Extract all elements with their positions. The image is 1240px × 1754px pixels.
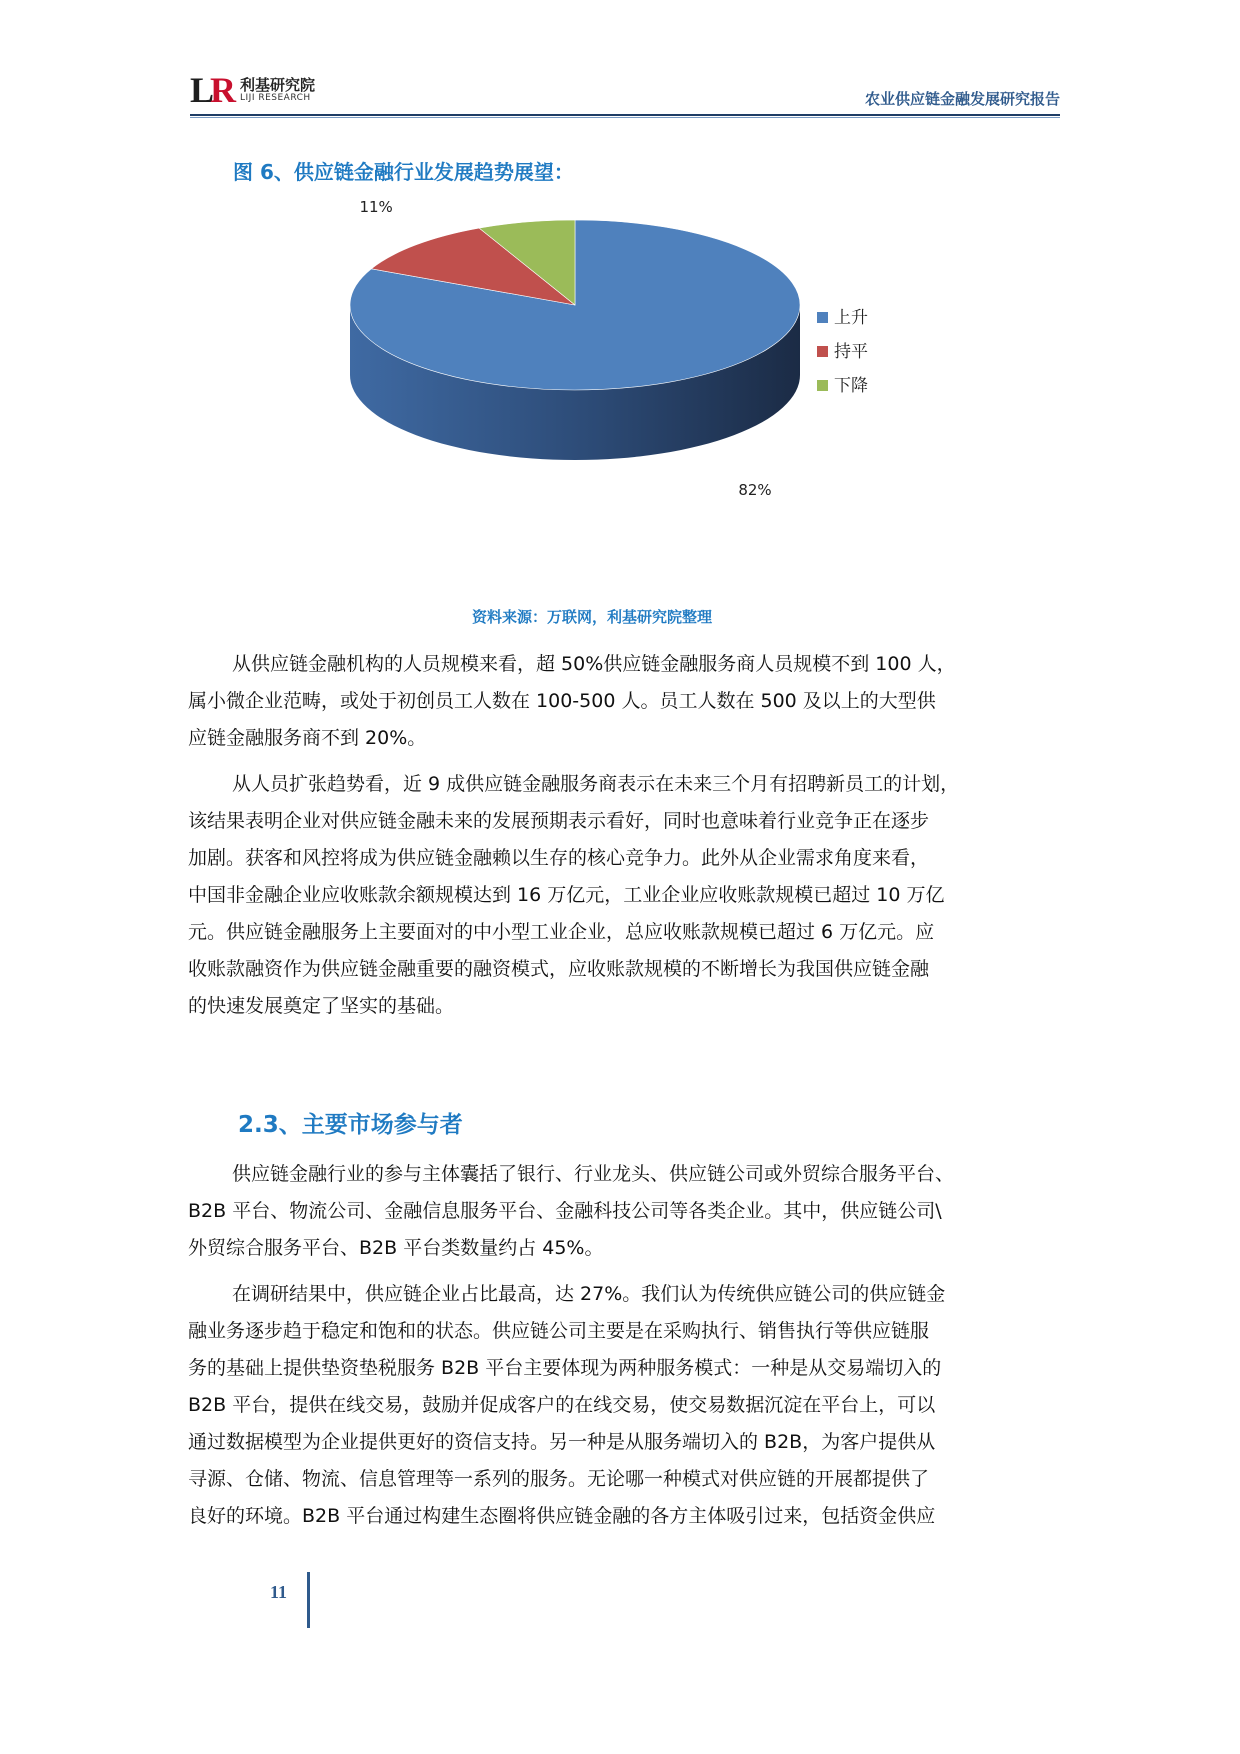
- paragraph-1: [188, 646, 1088, 757]
- pie-data-label-2: 11%: [359, 200, 393, 216]
- pie-data-label-1: 82%: [738, 481, 772, 499]
- logo-chinese-name: 利基研究院: [240, 76, 316, 94]
- figure-title: 图 6、供应链金融行业发展趋势展望：: [233, 160, 574, 184]
- legend-label-2: 持平: [834, 342, 868, 362]
- section-heading: 2.3、主要市场参与者: [238, 1112, 463, 1138]
- text-line: B2B 平台，提供在线交易，鼓励并促成客户的在线交易，使交易数据沉淀在平台上，可以: [188, 1394, 936, 1416]
- legend-label-3: 下降: [834, 376, 868, 396]
- text-line: 该结果表明企业对供应链金融未来的发展预期表示看好，同时也意味着行业竞争正在逐步: [188, 810, 930, 832]
- text-line: 元。供应链金融服务上主要面对的中小型工业企业，总应收账款规模已超过 6 万亿元。应: [188, 921, 935, 943]
- text-line: 从人员扩张趋势看，近 9 成供应链金融服务商表示在未来三个月有招聘新员工的计划，: [232, 773, 960, 795]
- report-title: 农业供应链金融发展研究报告: [864, 90, 1060, 108]
- paragraph-2: [188, 766, 1088, 1025]
- text-line: 务的基础上提供垫资垫税服务 B2B 平台主要体现为两种服务模式：一种是从交易端切入的: [188, 1357, 942, 1379]
- text-line: 在调研结果中，供应链企业占比最高，达 27%。我们认为传统供应链公司的供应链金: [232, 1283, 946, 1305]
- text-line: 从供应链金融机构的人员规模来看，超 50%供应链金融服务商人员规模不到 100 人，: [232, 653, 956, 675]
- chart-legend: [817, 308, 868, 396]
- logo-mark: [190, 72, 232, 108]
- legend-swatch-1: [817, 312, 828, 323]
- trend-pie-chart: [310, 200, 870, 560]
- logo-mark-r: R: [210, 70, 233, 110]
- page-number: 11: [270, 1582, 288, 1602]
- text-line: 的快速发展奠定了坚实的基础。: [188, 995, 455, 1017]
- paragraph-3: [188, 1156, 1088, 1267]
- text-line: 融业务逐步趋于稳定和饱和的状态。供应链公司主要是在采购执行、销售执行等供应链服: [188, 1320, 930, 1342]
- page-header: [190, 70, 1060, 118]
- legend-swatch-3: [817, 380, 828, 391]
- text-line: 加剧。获客和风控将成为供应链金融赖以生存的核心竞争力。此外从企业需求角度来看，: [188, 847, 930, 869]
- text-line: 中国非金融企业应收账款余额规模达到 16 万亿元，工业企业应收账款规模已超过 10 万亿: [188, 884, 945, 906]
- text-line: 寻源、仓储、物流、信息管理等一系列的服务。无论哪一种模式对供应链的开展都提供了: [188, 1468, 930, 1490]
- logo-english-name: LIJI RESEARCH: [240, 93, 311, 103]
- text-line: 应链金融服务商不到 20%。: [188, 727, 427, 749]
- text-line: 供应链金融行业的参与主体囊括了银行、行业龙头、供应链公司或外贸综合服务平台、: [232, 1163, 955, 1185]
- legend-label-1: 上升: [834, 308, 868, 328]
- logo-mark-l: L: [190, 70, 211, 110]
- text-line: B2B 平台、物流公司、金融信息服务平台、金融科技公司等各类企业。其中，供应链公司\: [188, 1200, 942, 1222]
- header-rule: [190, 114, 1060, 116]
- text-line: 外贸综合服务平台、B2B 平台类数量约占 45%。: [188, 1237, 604, 1259]
- page-number-bar: [307, 1572, 310, 1628]
- text-line: 通过数据模型为企业提供更好的资信支持。另一种是从服务端切入的 B2B，为客户提供从: [188, 1431, 936, 1453]
- legend-swatch-2: [817, 346, 828, 357]
- text-line: 收账款融资作为供应链金融重要的融资模式，应收账款规模的不断增长为我国供应链金融: [188, 958, 930, 980]
- header-rule-thin: [190, 117, 1060, 118]
- paragraph-4: [188, 1276, 1088, 1535]
- text-line: 属小微企业范畴，或处于初创员工人数在 100-500 人。员工人数在 500 及以上的大型供: [188, 690, 936, 712]
- figure-source: 资料来源：万联网，利基研究院整理: [472, 608, 713, 626]
- text-line: 良好的环境。B2B 平台通过构建生态圈将供应链金融的各方主体吸引过来，包括资金供应: [188, 1505, 936, 1527]
- pie-slices: [350, 220, 800, 390]
